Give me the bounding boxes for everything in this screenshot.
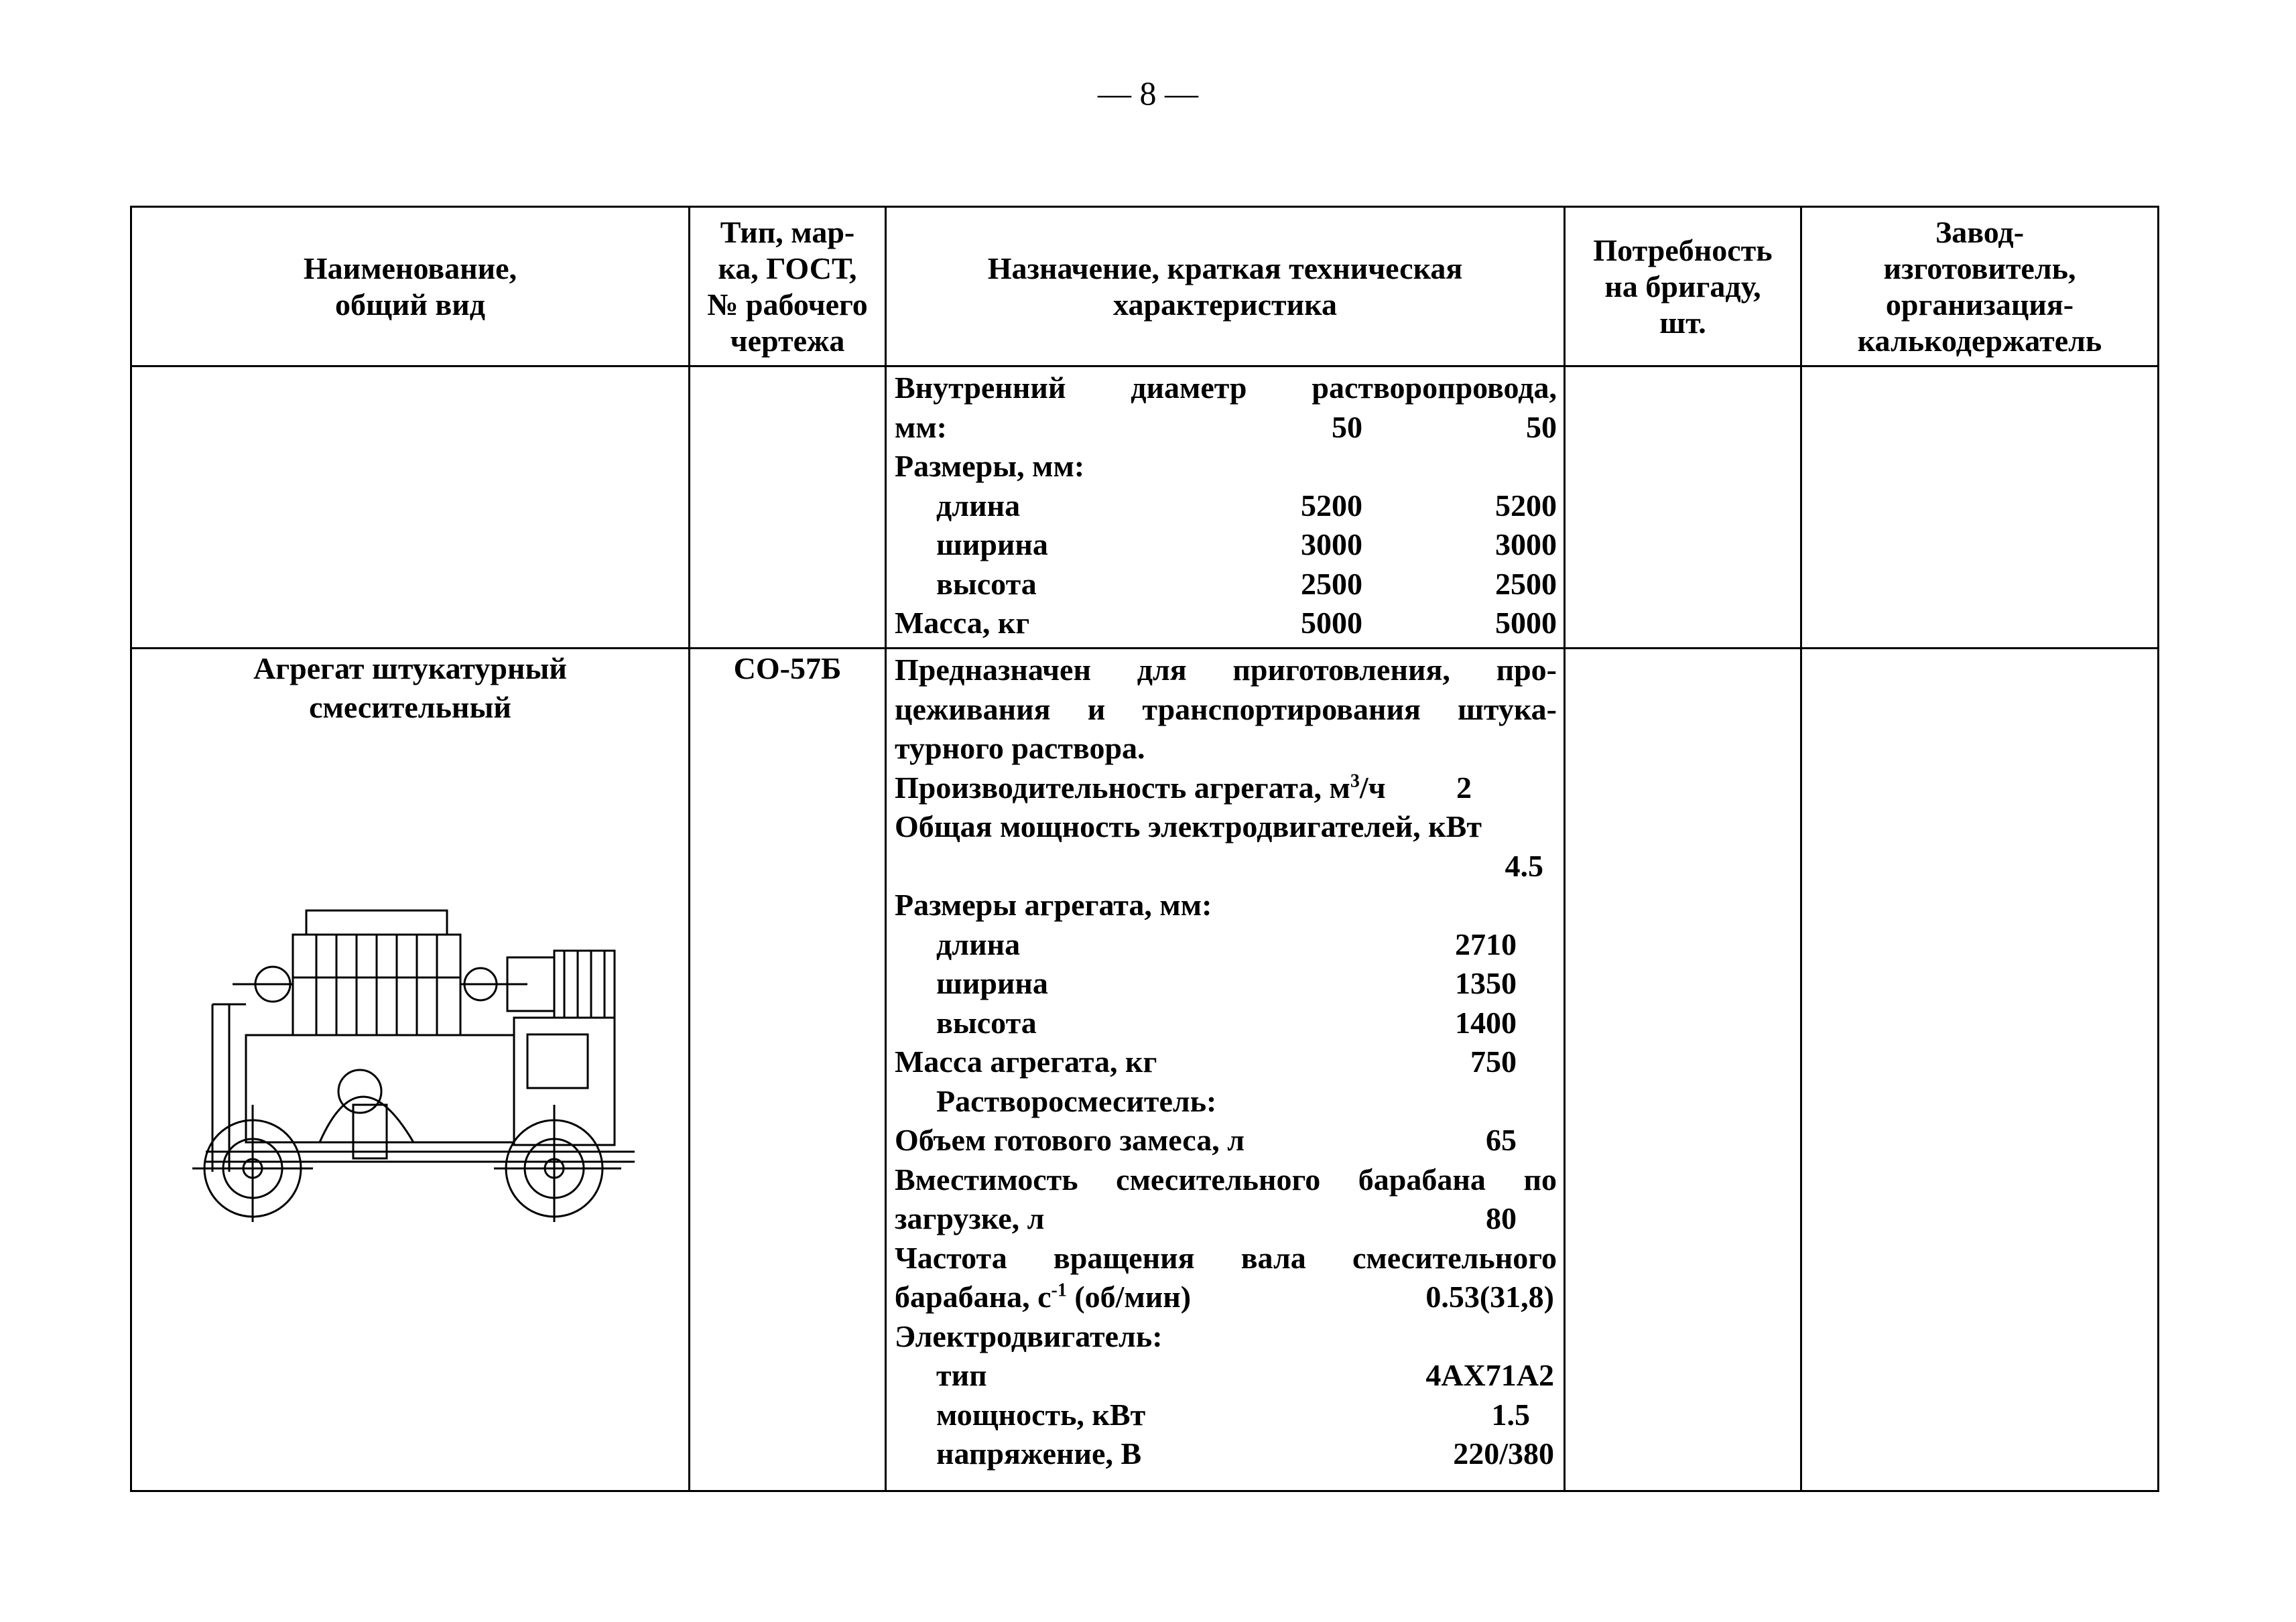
spec-value: 4АХ71А2 (1425, 1358, 1554, 1392)
spec-value: 3000 (1495, 527, 1557, 561)
table-row (131, 366, 2159, 649)
spec-value: 750 (1470, 1044, 1517, 1079)
header-purpose-line: характеристика (1113, 287, 1337, 322)
equipment-table (130, 206, 2159, 1492)
header-maker-line: калькодержатель (1857, 323, 2102, 358)
spec-label: Масса, кг (895, 606, 1030, 640)
spec-value: 80 (1486, 1201, 1517, 1235)
header-type-line: Тип, мар- (720, 214, 855, 249)
spec-line: Предназначен для приготовления, про- (895, 653, 1557, 687)
equipment-name: Агрегат штукатурный (253, 651, 567, 685)
header-type-line: ка, ГОСТ, (718, 251, 857, 285)
spec-line: Размеры, мм: (895, 449, 1085, 483)
row1-maker-cell (1801, 366, 2159, 649)
page-number: — 8 — (1098, 74, 1198, 112)
header-need-line: на бригаду, (1604, 269, 1761, 303)
spec-line: Частота вращения вала смесительного (895, 1240, 1557, 1275)
spec-value: 50 (1526, 409, 1557, 444)
spec-value: 1400 (1455, 1005, 1517, 1040)
header-maker (1801, 207, 2159, 366)
row1-type-cell (690, 366, 886, 649)
header-maker-line: Завод- (1935, 214, 2025, 249)
spec-line: Размеры агрегата, мм: (895, 888, 1212, 922)
spec-label: тип (936, 1358, 987, 1392)
spec-value: 5200 (1301, 488, 1362, 523)
spec-value: 2710 (1455, 927, 1517, 961)
header-name (131, 207, 690, 366)
spec-line: Общая мощность электродвигателей, кВт (895, 809, 1482, 843)
spec-line: Вместимость смесительного барабана по (895, 1162, 1557, 1197)
spec-value: 4.5 (1505, 848, 1543, 883)
spec-value: 5000 (1301, 606, 1362, 640)
header-name-line: Наименование, (303, 251, 517, 285)
spec-value: 1350 (1455, 966, 1517, 1000)
spec-value: 5200 (1495, 488, 1557, 523)
table-header-row (131, 207, 2159, 366)
spec-value: 1.5 (1491, 1397, 1530, 1432)
spec-label: высота (936, 1005, 1037, 1040)
row2-maker-cell (1801, 649, 2159, 1491)
spec-value: 2500 (1301, 566, 1362, 601)
row1-need-cell (1565, 366, 1801, 649)
row2-need-cell (1565, 649, 1801, 1491)
spec-value: 65 (1486, 1123, 1517, 1157)
header-type-line: чертежа (730, 323, 845, 358)
spec-sup: -1 (1051, 1280, 1067, 1301)
header-maker-line: изготовитель, (1883, 251, 2076, 285)
spec-unit: /ч (1359, 770, 1386, 805)
spec-label: Масса агрегата, кг (895, 1044, 1157, 1079)
spec-value: 0.53(31,8) (1425, 1280, 1554, 1314)
header-type (690, 207, 886, 366)
spec-label: Объем готового замеса, л (895, 1123, 1245, 1157)
table-row (131, 649, 2159, 1491)
spec-value: 220/380 (1453, 1436, 1554, 1471)
spec-label: длина (936, 488, 1021, 523)
spec-unit: (об/мин) (1066, 1280, 1192, 1314)
spec-label-text: барабана, с (895, 1280, 1051, 1314)
spec-value: 50 (1332, 409, 1362, 444)
spec-label: загрузке, л (895, 1201, 1045, 1235)
spec-line: Электродвигатель: (895, 1319, 1163, 1353)
header-type-line: № рабочего (707, 287, 868, 322)
spec-value: 2 (1456, 770, 1472, 805)
header-purpose-line: Назначение, краткая техническая (987, 251, 1463, 285)
row2-name-cell (131, 649, 690, 1491)
header-need-line: Потребность (1593, 232, 1773, 267)
header-purpose (886, 207, 1565, 366)
spec-value: 5000 (1495, 606, 1557, 640)
spec-sup: 3 (1350, 770, 1360, 792)
spec-value: 2500 (1495, 566, 1557, 601)
equipment-name: смесительный (309, 690, 511, 724)
spec-label: длина (936, 927, 1021, 961)
row2-type-cell (690, 649, 886, 1491)
spec-line: турного раствора. (895, 731, 1145, 765)
spec-label: мощность, кВт (936, 1397, 1146, 1432)
mixer-drawing-icon (192, 904, 648, 1225)
spec-label-text: Производительность агрегата, м (895, 770, 1350, 805)
header-need (1565, 207, 1801, 366)
spec-line: Внутренний диаметр растворопровода, (895, 370, 1557, 405)
spec-line: цеживания и транспортирования штука- (895, 691, 1557, 726)
spec-label (895, 1278, 1383, 1317)
spec-label: высота (936, 566, 1037, 601)
spec-label (895, 768, 1450, 808)
row1-name-cell (131, 366, 690, 649)
row1-spec-cell (886, 366, 1565, 649)
header-name-line: общий вид (335, 287, 485, 322)
spec-value: 3000 (1301, 527, 1362, 561)
header-need-line: шт. (1659, 305, 1706, 340)
spec-label: ширина (936, 966, 1048, 1000)
spec-label: напряжение, В (936, 1436, 1142, 1471)
spec-line: Растворосмеситель: (936, 1083, 1217, 1118)
row2-spec-cell (886, 649, 1565, 1491)
spec-label: мм: (895, 409, 947, 444)
equipment-type: СО-57Б (733, 651, 842, 685)
header-maker-line: организация- (1885, 287, 2074, 322)
spec-label: ширина (936, 527, 1048, 561)
